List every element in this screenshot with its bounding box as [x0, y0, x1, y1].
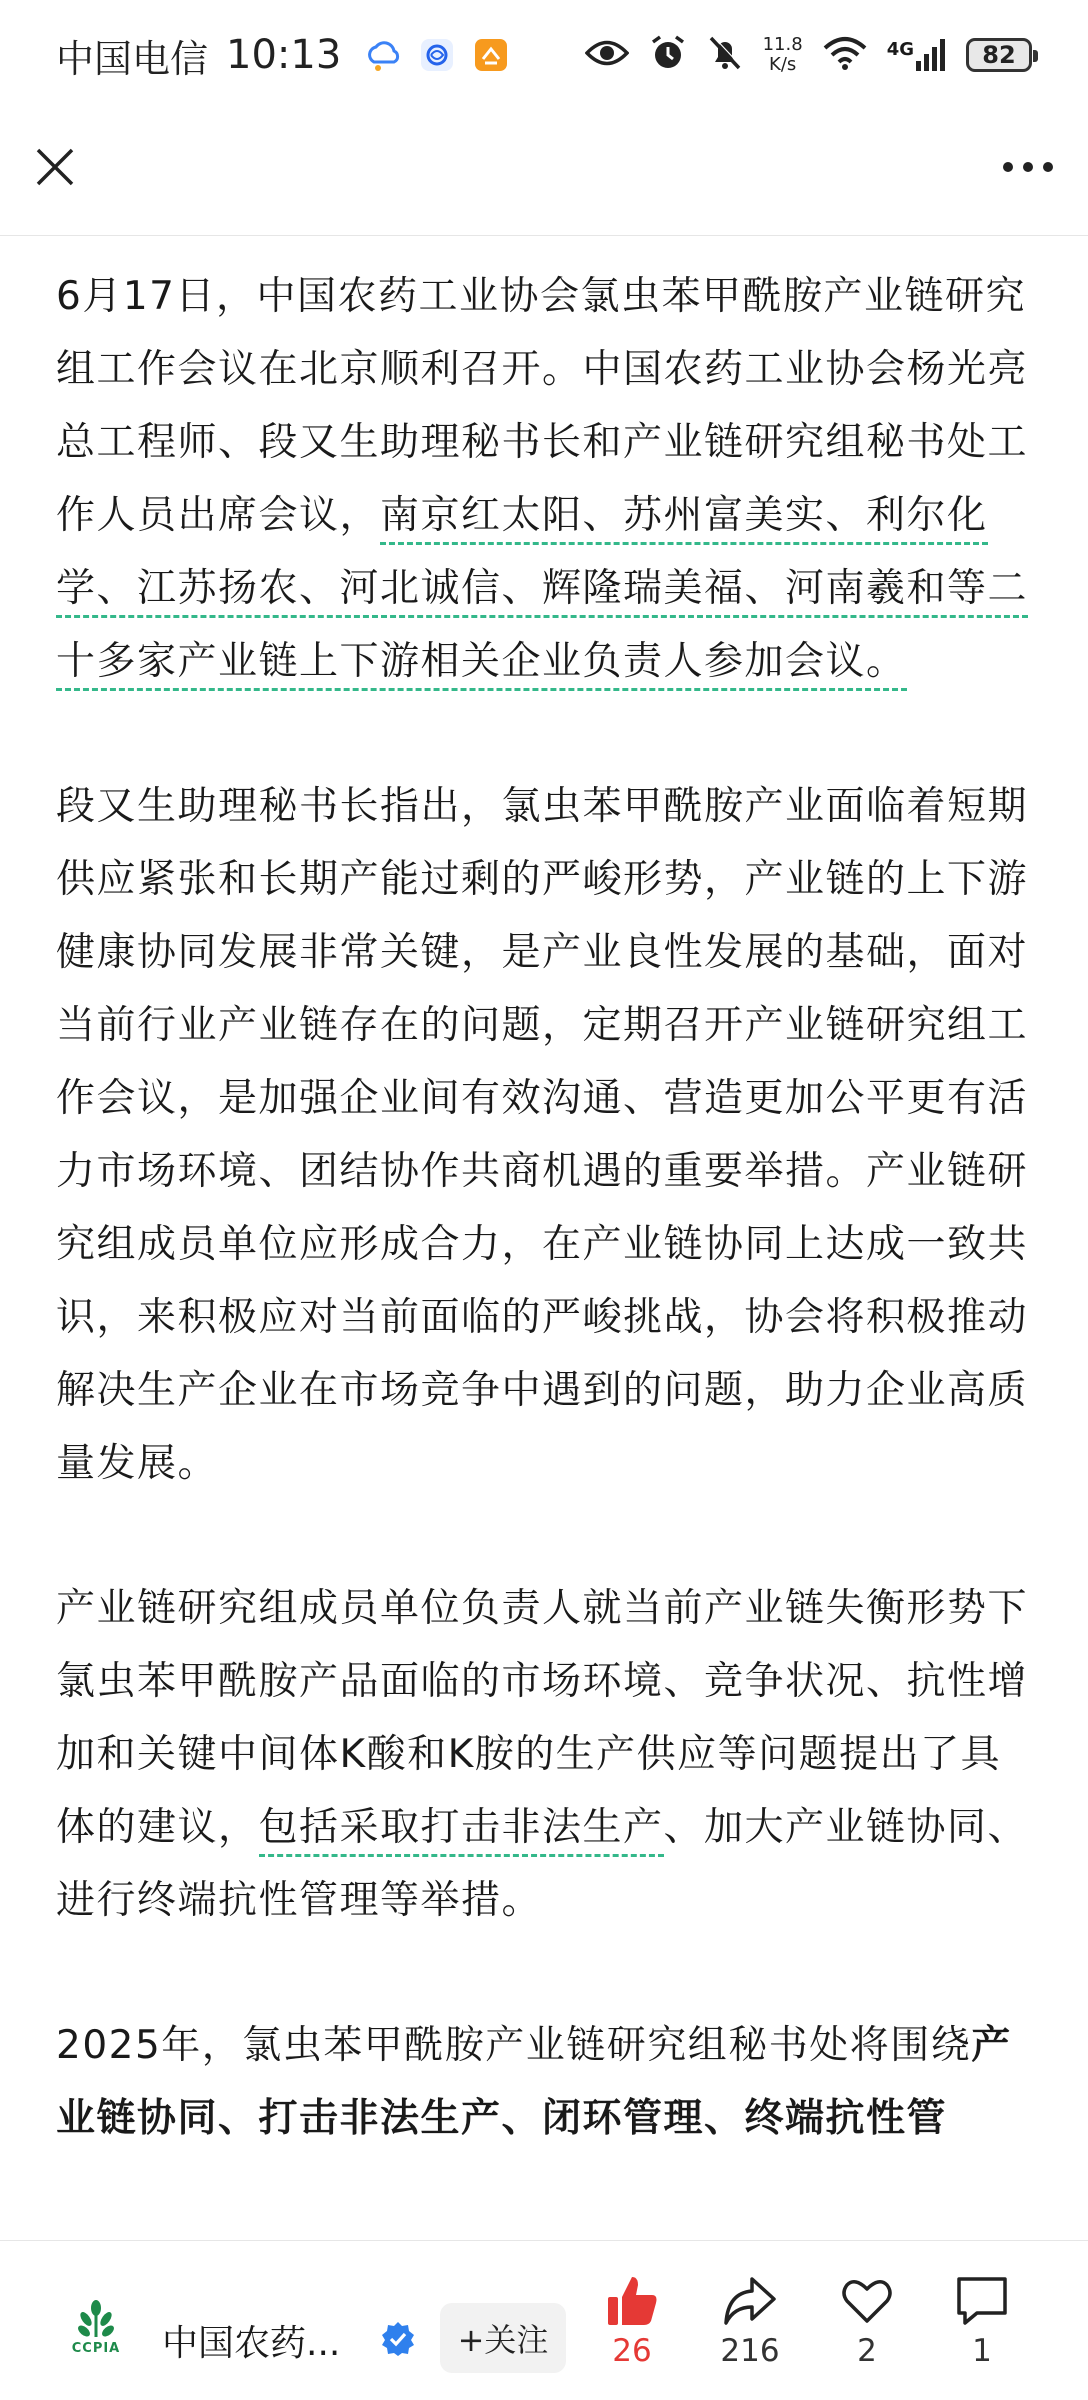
- article-paragraph-4: [56, 2009, 1034, 2155]
- article-paragraph-3: [56, 1572, 1034, 1937]
- status-time: 10:13: [226, 32, 342, 78]
- cloud-chat-icon: [363, 35, 403, 75]
- battery-indicator: [966, 38, 1032, 72]
- like-button[interactable]: [587, 2273, 677, 2369]
- share-arrow-icon: [722, 2273, 778, 2329]
- article-body: [56, 260, 1034, 2227]
- paragraph-text: 6月17日，中国农药工业协会氯虫苯甲酰胺产业链研究组工作会议在北京顺利召开。中国农药工业协会杨光亮总工程师、段又生助理秘书长和产业链研究组秘书处工作人员出席会议，: [56, 274, 1029, 538]
- close-icon: [35, 147, 75, 187]
- account-avatar[interactable]: [66, 2299, 126, 2359]
- verified-badge-icon: [380, 2321, 416, 2357]
- favorite-count: 2: [857, 2333, 877, 2369]
- like-count: 26: [612, 2333, 652, 2369]
- battery-level: 82: [982, 41, 1016, 69]
- thumbs-up-icon: [604, 2273, 660, 2329]
- mute-bell-icon: [707, 34, 743, 76]
- alarm-icon: [649, 34, 687, 76]
- article-paragraph-1: [56, 260, 1034, 698]
- carrier-name: 中国电信: [56, 36, 209, 81]
- follow-button[interactable]: +关注: [440, 2303, 566, 2373]
- status-bar: [0, 0, 1088, 110]
- network-speed-value: 11.8: [762, 34, 803, 55]
- close-button[interactable]: [26, 138, 84, 196]
- bottom-action-bar: [0, 2240, 1088, 2400]
- entity-link-companies[interactable]: 南京红太阳、苏州富美实、利尔化学、江苏扬农、河北诚信、辉隆瑞美福、河南羲和等二十多家产业链上下游相关企业负责人参加会议。: [56, 493, 1028, 691]
- wifi-icon: [823, 36, 867, 74]
- comment-button[interactable]: [937, 2273, 1027, 2369]
- share-count: 216: [720, 2333, 780, 2369]
- entity-link-illegal-production[interactable]: 包括采取打击非法生产: [259, 1805, 664, 1857]
- paragraph-text: 产业链研究组成员单位负责人就当前产业链失衡形势下氯虫苯甲酰胺产品面临的市场环境、竞争状况、抗性增加和关键中间体K酸和K胺的生产供应等问题提出了具体的建议，: [56, 1586, 1029, 1850]
- orange-app-icon: [471, 35, 511, 75]
- network-speed-unit: K/s: [769, 54, 797, 75]
- bold-keywords: 产业链协同、打击非法生产、闭环管理、终端抗性管: [56, 2023, 1012, 2141]
- app-notification-icon: [417, 35, 457, 75]
- more-dots-icon: [1002, 161, 1054, 173]
- network-type: 4G: [886, 39, 914, 60]
- paragraph-text: 2025年，氯虫苯甲酰胺产业链研究组秘书处将围绕: [56, 2023, 972, 2068]
- paragraph-text: 、加大产业链协同、进行终端抗性管理等举措。: [56, 1805, 1029, 1923]
- share-button[interactable]: [705, 2273, 795, 2369]
- avatar-label: CCPIA: [71, 2341, 121, 2356]
- cellular-signal-icon: [887, 39, 946, 71]
- network-speed: [763, 35, 803, 75]
- comment-bubble-icon: [953, 2273, 1011, 2329]
- eye-icon: [585, 38, 629, 72]
- comment-count: 1: [972, 2333, 992, 2369]
- ccpia-logo-icon: [74, 2299, 118, 2339]
- favorite-button[interactable]: [822, 2273, 912, 2369]
- heart-icon: [839, 2273, 895, 2329]
- top-nav-bar: [0, 112, 1088, 236]
- article-paragraph-2: 段又生助理秘书长指出，氯虫苯甲酰胺产业面临着短期供应紧张和长期产能过剩的严峻形势，产业链的上下游健康协同发展非常关键，是产业良性发展的基础，面对当前行业产业链存在的问题，定期召开产业链研究组工作会议，是加强企业间有效沟通、营造更加公平更有活力市场环境、团结协作共商机遇的重要举措。产业链研究组成员单位应形成合力，在产业链协同上达成一致共识，来积极应对当前面临的严峻挑战，协会将积极推动解决生产企业在市场竞争中遇到的问题，助力企业高质量发展。: [56, 784, 1029, 1486]
- more-options-button[interactable]: [996, 138, 1060, 196]
- account-name[interactable]: 中国农药...: [162, 2323, 341, 2364]
